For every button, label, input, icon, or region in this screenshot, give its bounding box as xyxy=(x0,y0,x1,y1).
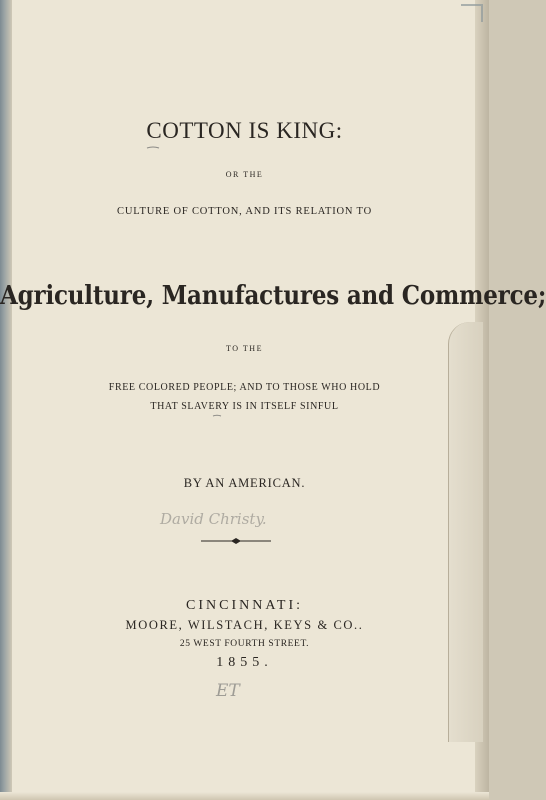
publication-city: CINCINNATI: xyxy=(186,598,303,613)
handwritten-signature xyxy=(150,500,350,536)
author-line: BY AN AMERICAN. xyxy=(183,476,306,490)
pencil-annotation xyxy=(212,676,248,702)
publisher-address: 25 WEST FOURTH STREET. xyxy=(179,639,310,649)
subtitle-culture: CULTURE OF COTTON, AND ITS RELATION TO xyxy=(117,206,372,217)
page-bottom-edge xyxy=(0,792,489,800)
subtitle-or-the: OR THE xyxy=(225,170,264,179)
publisher-name: MOORE, WILSTACH, KEYS & CO.. xyxy=(125,618,364,632)
subtitle-blackletter: Agriculture, Manufactures and Commerce; xyxy=(0,279,546,312)
subtitle-free-colored-people: FREE COLORED PEOPLE; AND TO THOSE WHO HOLD xyxy=(108,382,381,393)
signature-text: David Christy. xyxy=(160,510,267,528)
pencil-annotation-text: ET xyxy=(216,681,240,701)
subtitle-slavery: THAT SLAVERY IS IN ITSELF SINFUL xyxy=(150,401,339,412)
corner-mark xyxy=(461,4,483,22)
pencil-underline-title xyxy=(146,146,160,150)
pencil-underline-slavery xyxy=(212,414,222,418)
book-title: COTTON IS KING: xyxy=(146,118,343,143)
subtitle-to-the: TO THE xyxy=(226,344,263,353)
publication-year: 1855. xyxy=(216,655,273,670)
ornament-divider xyxy=(201,536,271,546)
